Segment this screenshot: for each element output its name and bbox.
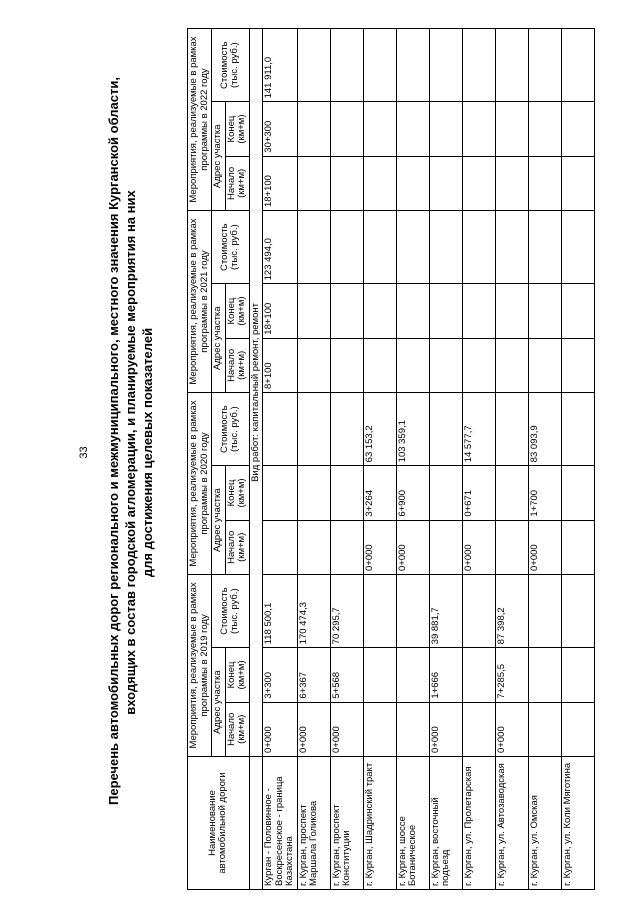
cost-cell (429, 393, 462, 466)
start-cell: 0+000 (363, 520, 396, 574)
document-title (105, 77, 156, 805)
end-cell (528, 284, 561, 338)
end-cell (263, 466, 298, 520)
start-cell (462, 702, 495, 756)
end-cell: 7+285,5 (495, 648, 528, 702)
address-header: Адрес участка (212, 466, 226, 575)
end-cell (429, 284, 462, 338)
table-row (263, 29, 298, 890)
end-cell: 3+264 (363, 466, 396, 520)
cost-cell (297, 211, 330, 284)
cost-cell (429, 29, 462, 102)
start-cell: 0+000 (263, 702, 298, 756)
end-cell: 5+568 (330, 648, 363, 702)
title-line: Перечень автомобильных дорог регионального и межмуниципального, местного значения Курганской области, (106, 77, 121, 805)
start-cell (528, 702, 561, 756)
start-cell: 18+100 (263, 156, 298, 210)
end-cell (462, 284, 495, 338)
end-cell (363, 102, 396, 156)
cost-cell (495, 211, 528, 284)
end-cell (396, 284, 429, 338)
table-row (429, 29, 462, 890)
cost-cell (330, 393, 363, 466)
start-cell: 0+000 (462, 520, 495, 574)
title-line: для достижения целевых показателей (140, 327, 155, 578)
end-cell (495, 284, 528, 338)
end-cell (528, 648, 561, 702)
start-header: Начало (км+м) (225, 702, 249, 756)
start-cell: 8+100 (263, 338, 298, 392)
cost-cell (495, 393, 528, 466)
start-cell: 0+000 (429, 702, 462, 756)
start-cell (330, 156, 363, 210)
cost-cell (297, 29, 330, 102)
start-cell (396, 702, 429, 756)
start-cell (561, 338, 594, 392)
table-row (297, 29, 330, 890)
start-cell (561, 156, 594, 210)
end-cell: 18+100 (263, 284, 298, 338)
year-header: Мероприятия, реализуемые в рамках программы в 2021 году (188, 211, 212, 393)
end-header: Конец (км+м) (225, 284, 249, 338)
start-cell (330, 338, 363, 392)
start-cell (297, 338, 330, 392)
cost-cell (297, 393, 330, 466)
end-cell (330, 284, 363, 338)
start-cell (396, 338, 429, 392)
cost-cell: 103 359,1 (396, 393, 429, 466)
end-cell (297, 102, 330, 156)
road-name-cell: г. Курган, проспект Маршала Голикова (297, 756, 330, 889)
cost-cell: 14 577,7 (462, 393, 495, 466)
start-cell (495, 156, 528, 210)
title-line: входящих в состав городской агломерации, и планируемые мероприятия на них (123, 190, 138, 715)
start-cell: 0+000 (330, 702, 363, 756)
end-header: Конец (км+м) (225, 102, 249, 156)
year-header: Мероприятия, реализуемые в рамках программы в 2019 году (188, 574, 212, 756)
cost-cell (561, 211, 594, 284)
road-name-cell: Курган - Половинное - Воскресенское - граница Казахстана (263, 756, 298, 889)
cost-cell (363, 574, 396, 647)
end-cell (297, 466, 330, 520)
cost-cell (462, 574, 495, 647)
cost-cell: 141 911,0 (263, 29, 298, 102)
end-cell (396, 648, 429, 702)
cost-cell (528, 574, 561, 647)
end-cell: 3+300 (263, 648, 298, 702)
road-name-cell: г. Курган, проспект Конституции (330, 756, 363, 889)
start-header: Начало (км+м) (225, 338, 249, 392)
end-cell: 6+900 (396, 466, 429, 520)
cost-cell: 63 153,2 (363, 393, 396, 466)
table-row (495, 29, 528, 890)
road-name-cell: г. Курган, шоссе Ботаническое (396, 756, 429, 889)
cost-cell: 123 494,0 (263, 211, 298, 284)
cost-cell (330, 29, 363, 102)
table-row (528, 29, 561, 890)
start-header: Начало (км+м) (225, 520, 249, 574)
cost-header: Стоимость (тыс. руб.) (212, 574, 250, 647)
start-cell (363, 702, 396, 756)
end-header: Конец (км+м) (225, 466, 249, 520)
cost-cell: 83 093,9 (528, 393, 561, 466)
work-type-row: Вид работ: капитальный ремонт, ремонт (249, 29, 263, 757)
year-header: Мероприятия, реализуемые в рамках программы в 2020 году (188, 393, 212, 575)
start-cell (396, 156, 429, 210)
end-cell (495, 102, 528, 156)
start-cell: 0+000 (495, 702, 528, 756)
roads-table (187, 28, 595, 890)
cost-cell (528, 29, 561, 102)
start-cell (462, 338, 495, 392)
start-cell (297, 156, 330, 210)
table-row (462, 29, 495, 890)
cost-cell (263, 393, 298, 466)
cost-cell (330, 211, 363, 284)
start-cell (561, 520, 594, 574)
end-cell: 6+367 (297, 648, 330, 702)
cost-cell: 87 398,2 (495, 574, 528, 647)
table-row (396, 29, 429, 890)
end-cell (330, 466, 363, 520)
start-cell (263, 520, 298, 574)
end-cell (462, 102, 495, 156)
cost-cell (528, 211, 561, 284)
start-cell (297, 520, 330, 574)
cost-cell (363, 211, 396, 284)
start-cell (528, 156, 561, 210)
table-row (561, 29, 594, 890)
cost-cell (363, 29, 396, 102)
cost-cell: 39 881,7 (429, 574, 462, 647)
end-cell: 0+671 (462, 466, 495, 520)
cost-cell: 70 295,7 (330, 574, 363, 647)
end-cell (363, 284, 396, 338)
road-name-cell: г. Курган, ул. Пролетарская (462, 756, 495, 889)
page-number: 33 (78, 446, 90, 459)
start-cell (363, 156, 396, 210)
cost-cell (561, 574, 594, 647)
start-cell (429, 520, 462, 574)
end-cell (462, 648, 495, 702)
cost-header: Стоимость (тыс. руб.) (212, 211, 250, 284)
table-row (330, 29, 363, 890)
end-cell (429, 102, 462, 156)
cost-cell (462, 211, 495, 284)
end-header: Конец (км+м) (225, 648, 249, 702)
cost-cell: 118 500,1 (263, 574, 298, 647)
start-cell (363, 338, 396, 392)
table-row (363, 29, 396, 890)
end-cell (528, 102, 561, 156)
end-cell (363, 648, 396, 702)
start-cell (462, 156, 495, 210)
end-cell (396, 102, 429, 156)
address-header: Адрес участка (212, 648, 226, 757)
road-name-cell: г. Курган, ул. Омская (528, 756, 561, 889)
start-cell (429, 338, 462, 392)
cost-cell (396, 211, 429, 284)
start-cell (330, 520, 363, 574)
end-cell: 1+666 (429, 648, 462, 702)
cost-cell (396, 574, 429, 647)
start-header: Начало (км+м) (225, 156, 249, 210)
cost-header: Стоимость (тыс. руб.) (212, 29, 250, 102)
end-cell (297, 284, 330, 338)
cost-cell (561, 29, 594, 102)
cost-cell (429, 211, 462, 284)
start-cell: 0+000 (528, 520, 561, 574)
cost-cell: 170 474,3 (297, 574, 330, 647)
start-cell (429, 156, 462, 210)
end-cell (561, 102, 594, 156)
start-cell (495, 338, 528, 392)
end-cell (561, 284, 594, 338)
road-name-cell: г. Курган, восточный подъезд (429, 756, 462, 889)
start-cell (495, 520, 528, 574)
address-header: Адрес участка (212, 102, 226, 211)
name-header: Наименование автомобильной дороги (188, 756, 250, 889)
cost-header: Стоимость (тыс. руб.) (212, 393, 250, 466)
start-cell: 0+000 (396, 520, 429, 574)
end-cell (495, 466, 528, 520)
end-cell: 1+700 (528, 466, 561, 520)
cost-cell (462, 29, 495, 102)
end-cell (429, 466, 462, 520)
cost-cell (396, 29, 429, 102)
end-cell: 30+300 (263, 102, 298, 156)
start-cell (528, 338, 561, 392)
cost-cell (561, 393, 594, 466)
road-name-cell: г. Курган, ул. Коли Мяготина (561, 756, 594, 889)
road-name-cell: г. Курган, ул. Автозаводская (495, 756, 528, 889)
cost-cell (495, 29, 528, 102)
end-cell (561, 648, 594, 702)
year-header: Мероприятия, реализуемые в рамках программы в 2022 году (188, 29, 212, 211)
road-name-cell: г. Курган, Шадринский тракт (363, 756, 396, 889)
address-header: Адрес участка (212, 284, 226, 393)
start-cell (561, 702, 594, 756)
end-cell (330, 102, 363, 156)
start-cell: 0+000 (297, 702, 330, 756)
end-cell (561, 466, 594, 520)
